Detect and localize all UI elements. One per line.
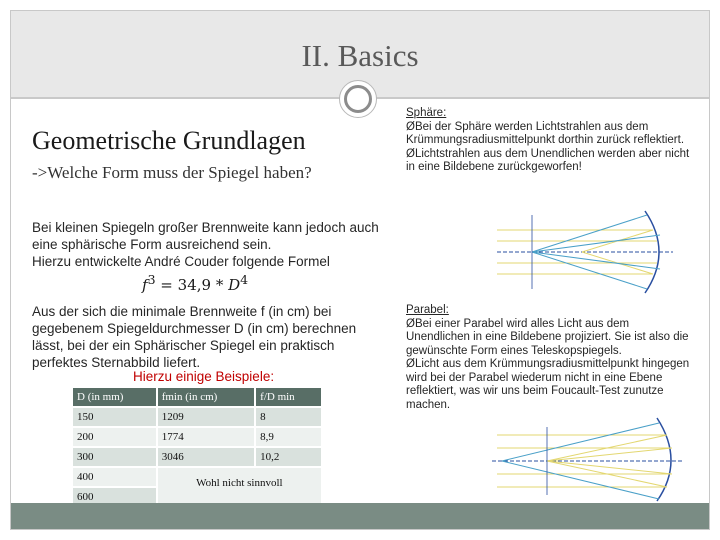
- parabola-point: [406, 318, 696, 359]
- parabola-title: Parabel:: [406, 304, 449, 316]
- table-cell: 1209: [158, 408, 256, 428]
- section-heading: Geometrische Grundlagen: [32, 126, 306, 155]
- table-cell: 1774: [158, 428, 256, 448]
- formula-equals: =: [160, 276, 173, 294]
- bullet-arrow-icon: Ø: [406, 120, 415, 133]
- bullet-arrow-icon: Ø: [406, 358, 415, 370]
- sphere-ray-diagram: [487, 205, 677, 295]
- examples-label: Hierzu einige Beispiele:: [133, 369, 275, 384]
- table-row: [73, 408, 323, 428]
- section-subheading: ->Welche Form muss der Spiegel haben?: [32, 163, 312, 182]
- formula-var-d: D: [228, 276, 241, 294]
- footer-bar: [11, 503, 709, 529]
- table-cell: 150: [73, 408, 158, 428]
- bullet-arrow-icon: Ø: [406, 317, 415, 330]
- formula-exp: 3: [147, 272, 156, 287]
- intro-line: eine sphärische Form ausreichend sein.: [32, 237, 272, 252]
- examples-table: [73, 388, 323, 508]
- table-cell: 200: [73, 428, 158, 448]
- table-cell: 10,2: [256, 448, 323, 468]
- circle-ornament-icon: [339, 80, 377, 118]
- sphere-point-text: Bei der Sphäre werden Lichtstrahlen aus dem Krümmungsradiusmittelpunkt dorthin zurück reflektiert.: [406, 120, 685, 146]
- explanation-line: gegebenem Spiegeldurchmesser D (in cm) berechnen: [32, 321, 357, 336]
- table-cell: 8: [256, 408, 323, 428]
- table-cell: 600: [73, 488, 158, 508]
- explanation-paragraph: [32, 303, 377, 371]
- table-cell: 8,9: [256, 428, 323, 448]
- intro-paragraph: [32, 219, 402, 270]
- formula-var-f: f: [142, 276, 148, 294]
- formula-exp: 4: [240, 272, 249, 287]
- parabola-description: [406, 304, 696, 412]
- table-cell: 3046: [158, 448, 256, 468]
- explanation-line: perfektes Sternabbild liefert.: [32, 355, 201, 370]
- parabola-point-text: Bei einer Parabel wird alles Licht aus dem Unendlichen in eine Bildebene projiziert. Sie ist also die gewünschte Form eines Teleskopspiegels.: [406, 317, 689, 357]
- table-note-cell: Wohl nicht sinnvoll: [158, 468, 323, 508]
- table-row: [73, 468, 323, 488]
- table-header-cell: D (in mm): [73, 388, 158, 408]
- intro-line: Hierzu entwickelte André Couder folgende Formel: [32, 254, 330, 269]
- parabola-point: [406, 358, 696, 412]
- parabola-ray-diagram: [487, 415, 687, 502]
- bullet-arrow-icon: Ø: [406, 147, 415, 160]
- explanation-line: Aus der sich die minimale Brennweite f (in cm) bei: [32, 304, 332, 319]
- table-header-row: [73, 388, 323, 408]
- table-cell: 400: [73, 468, 158, 488]
- table-cell: 300: [73, 448, 158, 468]
- parabola-point-text: Licht aus dem Krümmungsradiusmittelpunkt hingegen wird bei der Parabel wiederum nicht in eine Ebene reflektiert, was wir uns beim Foucault-Test zunutze machen.: [406, 358, 690, 411]
- formula-times: *: [215, 276, 224, 294]
- table-header-cell: f/D min: [256, 388, 323, 408]
- formula-coef: 34,9: [177, 276, 212, 294]
- sphere-point-text: Lichtstrahlen aus dem Unendlichen werden aber nicht in eine Bildebene zurückgeworfen!: [406, 147, 690, 173]
- couder-formula: [142, 272, 248, 294]
- slide-title: II. Basics: [301, 38, 419, 73]
- table-row: [73, 428, 323, 448]
- sphere-title: Sphäre:: [406, 107, 447, 119]
- explanation-line: lässt, bei der ein Sphärischer Spiegel ein praktisch: [32, 338, 335, 353]
- table-header-cell: fmin (in cm): [158, 388, 256, 408]
- sphere-point: [406, 148, 696, 175]
- table-row: [73, 448, 323, 468]
- sphere-point: [406, 121, 696, 148]
- intro-line: Bei kleinen Spiegeln großer Brennweite kann jedoch auch: [32, 220, 379, 235]
- sphere-description: [406, 107, 696, 175]
